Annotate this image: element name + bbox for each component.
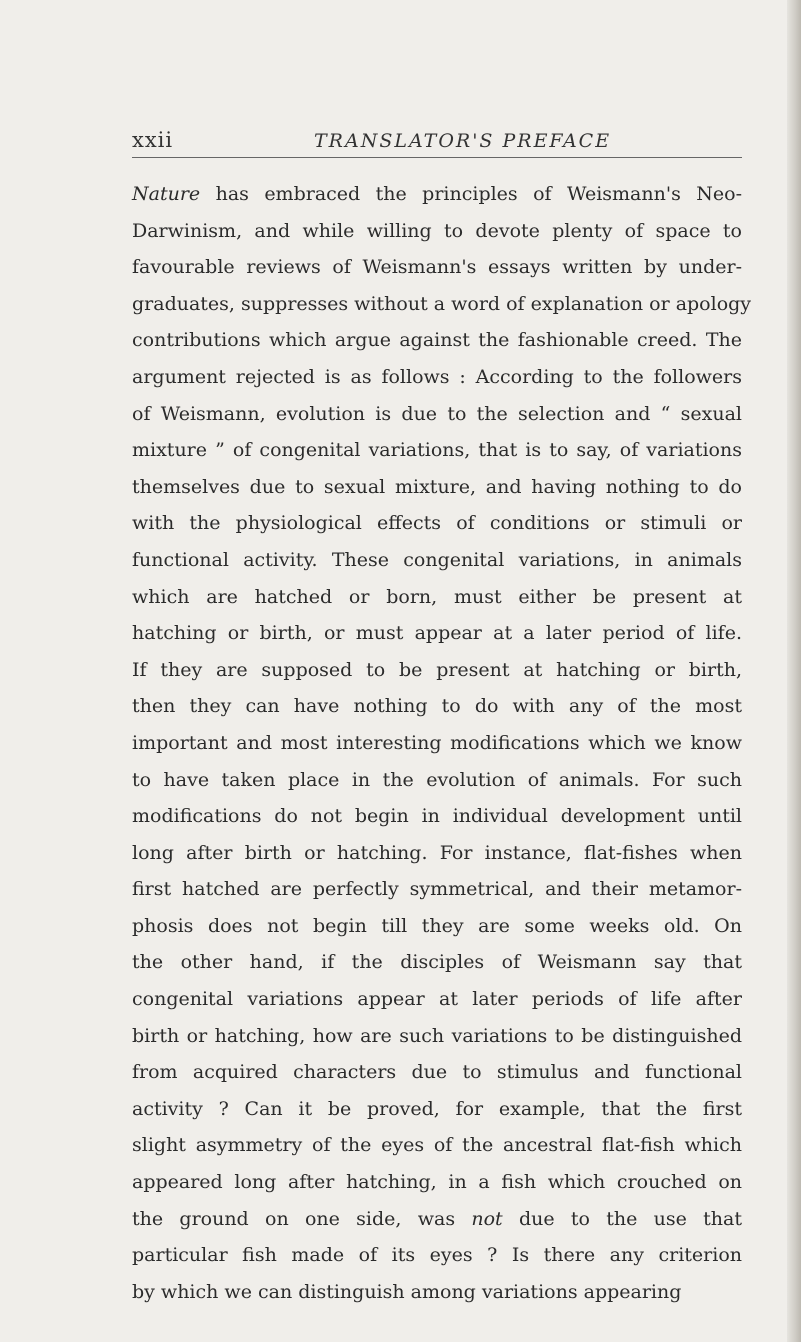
text-segment: to have taken place in the evolution of animals. For such — [132, 768, 742, 791]
text-line — [132, 835, 742, 872]
text-line — [132, 213, 742, 250]
text-segment: of Weismann, evolution is due to the selection and “ sexual — [132, 402, 742, 425]
text-line — [132, 359, 742, 396]
text-segment: favourable reviews of Weismann's essays written by under- — [132, 256, 742, 279]
text-line — [132, 396, 742, 433]
text-segment: phosis does not begin till they are some weeks old. On — [132, 914, 742, 937]
text-line — [132, 1127, 742, 1164]
text-segment: important and most interesting modifications which we know — [132, 731, 742, 754]
text-line — [132, 1018, 742, 1055]
text-segment: contributions which argue against the fashionable creed. The — [132, 329, 742, 352]
text-segment: Darwinism, and while willing to devote plenty of space to — [132, 219, 742, 242]
running-title: TRANSLATOR'S PREFACE — [314, 130, 612, 152]
text-segment: with the physiological effects of conditions or stimuli or — [132, 512, 742, 535]
text-segment: congenital variations appear at later periods of life after — [132, 988, 742, 1011]
text-line — [132, 1091, 742, 1128]
text-line — [132, 725, 742, 762]
text-line — [132, 615, 742, 652]
text-line — [132, 652, 742, 689]
text-segment: first hatched are perfectly symmetrical, and their metamor- — [132, 878, 742, 901]
text-segment: particular fish made of its eyes ? Is there any criterion — [132, 1244, 742, 1267]
text-segment: mixture ” of congenital variations, that is to say, of variations — [132, 439, 742, 462]
text-line — [132, 871, 742, 908]
text-line — [132, 908, 742, 945]
text-segment: has embraced the principles of Weismann's Neo- — [200, 183, 742, 205]
text-line — [132, 469, 742, 506]
text-segment: slight asymmetry of the eyes of the ancestral flat-fish which — [132, 1134, 742, 1157]
text-line — [132, 1237, 742, 1274]
text-line — [132, 176, 742, 213]
text-segment: which are hatched or born, must either be present at — [132, 585, 742, 608]
text-segment: appeared long after hatching, in a fish which crouched on — [132, 1171, 742, 1194]
text-segment: long after birth or hatching. For instance, flat-fishes when — [132, 841, 742, 864]
body-text — [132, 176, 752, 1310]
text-line — [132, 322, 742, 359]
text-segment: graduates, suppresses without a word of explanation or apology — [132, 292, 752, 315]
text-line — [132, 579, 742, 616]
text-segment: functional activity. These congenital variations, in animals — [132, 548, 742, 571]
italic-text: Nature — [132, 183, 201, 205]
text-segment: by which we can distinguish among variations appearing — [132, 1280, 682, 1303]
text-segment: then they can have nothing to do with any of the most — [132, 695, 742, 718]
text-line — [132, 688, 742, 725]
text-segment: the other hand, if the disciples of Weismann say that — [132, 951, 742, 974]
text-line — [132, 505, 742, 542]
text-line — [132, 432, 742, 469]
text-line — [132, 981, 742, 1018]
text-segment: the ground on one side, was — [132, 1207, 472, 1230]
page-number: xxii — [132, 128, 174, 152]
text-segment: themselves due to sexual mixture, and having nothing to do — [132, 475, 742, 498]
text-line — [132, 542, 742, 579]
text-line — [132, 1054, 742, 1091]
text-line — [132, 944, 742, 981]
text-line — [132, 1164, 742, 1201]
text-line — [132, 798, 742, 835]
page-edge — [787, 0, 801, 1342]
text-line — [132, 249, 742, 286]
header-rule — [132, 157, 742, 158]
text-segment: activity ? Can it be proved, for example, that the first — [132, 1097, 742, 1120]
text-segment: argument rejected is as follows : According to the followers — [132, 365, 742, 388]
text-segment: due to the use that — [502, 1207, 742, 1230]
text-segment: If they are supposed to be present at hatching or birth, — [132, 658, 742, 681]
text-line — [132, 1274, 742, 1311]
text-line — [132, 1201, 742, 1238]
text-line — [132, 286, 752, 323]
text-segment: birth or hatching, how are such variations to be distinguished — [132, 1024, 742, 1047]
text-segment: hatching or birth, or must appear at a later period of life. — [132, 622, 742, 645]
text-segment: modifications do not begin in individual development until — [132, 805, 742, 828]
italic-text: not — [471, 1207, 503, 1230]
page-header — [132, 128, 742, 160]
text-segment: from acquired characters due to stimulus and functional — [132, 1061, 742, 1084]
text-line — [132, 762, 742, 799]
